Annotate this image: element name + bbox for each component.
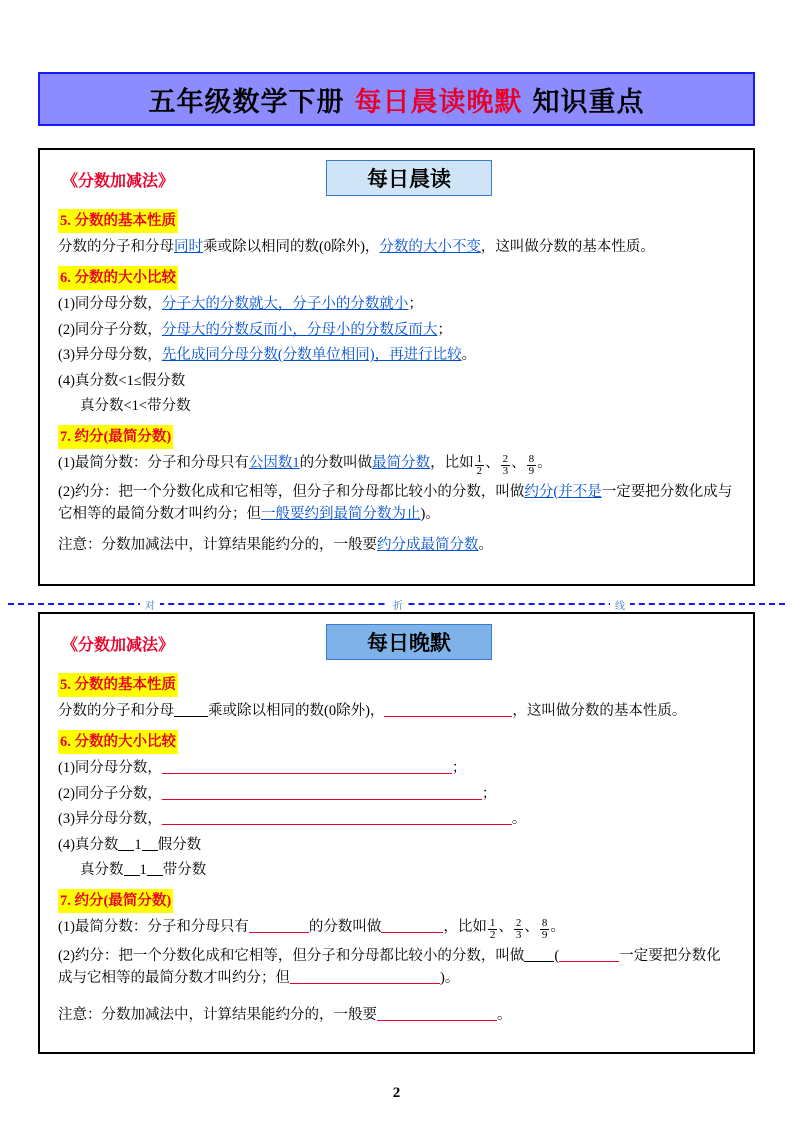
evening-blank-7-2-3[interactable] bbox=[290, 969, 440, 984]
morning-para-6-2 bbox=[58, 319, 735, 341]
evening-para-7-1-f: 。 bbox=[550, 919, 565, 936]
morning-para-7-3-c: 。 bbox=[478, 536, 493, 553]
evening-blank-6-2[interactable] bbox=[162, 785, 482, 800]
evening-para-7-1-a: (1)最简分数：分子和分母只有 bbox=[58, 919, 249, 936]
morning-para-7-3-a: 注意：分数加减法中，计算结果能约分的，一般要 bbox=[58, 536, 377, 553]
evening-fraction-1: $\frac{1}{2}$ bbox=[489, 916, 496, 942]
evening-blank-6-5-2[interactable] bbox=[147, 861, 163, 876]
morning-para-5 bbox=[58, 236, 735, 258]
morning-para-6-2-c: ； bbox=[437, 321, 452, 338]
title-part-subject: 知识重点 bbox=[532, 86, 645, 117]
morning-para-6-5: 真分数<1<带分数 bbox=[80, 398, 191, 415]
morning-para-7-2-e: 一定要把分数化成与它相等的最简分数才叫约分；但 bbox=[58, 483, 733, 523]
morning-para-6-1-c: ； bbox=[408, 296, 423, 313]
morning-para-7-2-a: (2)约分：把一个分数化成和它相等，但分子和分母都比较小的分数，叫做 bbox=[58, 483, 525, 500]
evening-blank-7-1-1[interactable] bbox=[249, 918, 309, 933]
morning-fraction-3: $\frac{8}{9}$ bbox=[528, 452, 535, 478]
morning-body bbox=[54, 205, 739, 556]
morning-heading-7 bbox=[58, 421, 735, 449]
morning-para-7-1 bbox=[58, 452, 735, 478]
evening-para-7-2-d: )。 bbox=[440, 970, 460, 987]
morning-para-7-1-h: 。 bbox=[537, 455, 552, 472]
evening-topic-title: 《分数加减法》 bbox=[62, 637, 175, 654]
morning-para-6-1-a: (1)同分母分数， bbox=[58, 296, 162, 313]
evening-body bbox=[54, 669, 739, 1026]
morning-heading-6-text: 6. 分数的大小比较 bbox=[58, 266, 178, 290]
fold-word-1: 对 bbox=[140, 597, 160, 612]
evening-para-7-1-e: 、 bbox=[524, 919, 539, 936]
morning-para-7-2 bbox=[58, 481, 735, 526]
evening-blank-6-4-1[interactable] bbox=[118, 836, 134, 851]
evening-para-6-5-a: 真分数 bbox=[80, 862, 124, 879]
evening-para-6-3-a: (3)异分母分数， bbox=[58, 811, 162, 828]
morning-para-7-1-e: ，比如 bbox=[430, 455, 474, 472]
morning-para-7-2-b: 约分 bbox=[524, 483, 554, 500]
morning-para-5-a: 分数的分子和分母 bbox=[58, 239, 174, 256]
morning-para-7-1-c: 的分数叫做 bbox=[299, 455, 373, 472]
evening-heading-6-text: 6. 分数的大小比较 bbox=[58, 730, 178, 754]
evening-para-6-2-end: ； bbox=[481, 785, 497, 802]
morning-para-7-2-g: )。 bbox=[420, 506, 440, 523]
morning-para-6-1-b: 分子大的分数就大，分子小的分数就小 bbox=[161, 296, 409, 313]
fold-line bbox=[0, 597, 793, 611]
morning-heading-5 bbox=[58, 205, 735, 233]
evening-para-6-2-a: (2)同分子分数， bbox=[58, 785, 162, 802]
evening-para-5 bbox=[58, 700, 735, 722]
title-part-grade: 五年级数学下册 bbox=[148, 86, 345, 117]
page-title-banner bbox=[38, 72, 755, 126]
evening-heading-5 bbox=[58, 669, 735, 697]
morning-para-7-1-g: 、 bbox=[511, 455, 526, 472]
evening-para-6-3 bbox=[58, 808, 735, 830]
evening-heading-7 bbox=[58, 885, 735, 913]
fold-word-2: 折 bbox=[388, 597, 408, 612]
evening-section-header bbox=[54, 624, 739, 666]
morning-para-7-1-b: 公因数1 bbox=[248, 455, 300, 472]
evening-para-6-4-c: 假分数 bbox=[157, 836, 202, 853]
evening-heading-6 bbox=[58, 726, 735, 754]
morning-para-7-1-f: 、 bbox=[485, 455, 500, 472]
evening-para-5-a: 分数的分子和分母 bbox=[58, 703, 174, 720]
evening-para-7-3-a: 注意：分数加减法中，计算结果能约分的，一般要 bbox=[58, 1006, 377, 1023]
morning-heading-7-text: 7. 约分(最简分数) bbox=[58, 425, 173, 449]
morning-para-6-3-c: 。 bbox=[461, 347, 477, 364]
evening-para-7-1-c: ，比如 bbox=[443, 919, 487, 936]
morning-para-7-1-d: 最简分数 bbox=[372, 455, 431, 472]
evening-blank-6-5-1[interactable] bbox=[124, 861, 140, 876]
evening-blank-6-4-2[interactable] bbox=[142, 836, 158, 851]
evening-para-7-1 bbox=[58, 916, 735, 942]
evening-para-6-4-b: 1 bbox=[134, 836, 142, 853]
morning-para-5-c: 乘或除以相同的数(0除外)， bbox=[203, 239, 380, 256]
evening-para-5-c: ，这叫做分数的基本性质。 bbox=[512, 703, 687, 720]
morning-heading-6 bbox=[58, 262, 735, 290]
evening-para-7-2-b: ( bbox=[554, 947, 560, 964]
evening-blank-5-2[interactable] bbox=[384, 702, 512, 717]
evening-para-6-3-end: 。 bbox=[511, 811, 527, 828]
morning-para-6-1 bbox=[58, 293, 735, 315]
evening-para-6-1-end: ； bbox=[451, 760, 467, 777]
evening-para-7-3-b: 。 bbox=[497, 1006, 512, 1023]
evening-fraction-2: $\frac{2}{3}$ bbox=[515, 916, 522, 942]
evening-dictation-section bbox=[38, 612, 755, 1054]
evening-para-6-4-a: (4)真分数 bbox=[58, 836, 119, 853]
morning-para-6-3-a: (3)异分母分数， bbox=[58, 347, 162, 364]
morning-para-6-3 bbox=[58, 344, 735, 366]
page-number: 2 bbox=[392, 1085, 401, 1101]
evening-heading-7-text: 7. 约分(最简分数) bbox=[58, 889, 173, 913]
morning-para-7-1-a: (1)最简分数：分子和分母只有 bbox=[58, 455, 249, 472]
evening-label-badge: 每日晚默 bbox=[326, 624, 492, 660]
evening-para-7-2 bbox=[58, 945, 735, 990]
evening-para-7-3 bbox=[58, 1004, 735, 1026]
evening-blank-7-3[interactable] bbox=[377, 1006, 497, 1021]
morning-para-6-2-a: (2)同分子分数， bbox=[58, 321, 162, 338]
fold-word-3: 线 bbox=[610, 597, 630, 612]
morning-reading-section bbox=[38, 148, 755, 586]
morning-para-5-d: 分数的大小不变 bbox=[379, 239, 481, 256]
evening-para-6-2 bbox=[58, 783, 735, 805]
morning-para-7-3-b: 约分成最简分数 bbox=[377, 536, 479, 553]
evening-para-6-5-c: 带分数 bbox=[162, 862, 207, 879]
evening-para-6-1-a: (1)同分母分数， bbox=[58, 760, 162, 777]
morning-fraction-2: $\frac{2}{3}$ bbox=[502, 452, 509, 478]
evening-blank-7-2-1[interactable] bbox=[524, 947, 554, 962]
morning-para-7-2-f: 一般要约到最简分数为止 bbox=[261, 506, 421, 523]
evening-para-6-5 bbox=[58, 859, 735, 881]
morning-para-6-2-b: 分母大的分数反而小，分母小的分数反而大 bbox=[161, 321, 438, 338]
evening-para-6-5-b: 1 bbox=[139, 862, 147, 879]
evening-para-6-1 bbox=[58, 757, 735, 779]
morning-para-6-3-b: 先化成同分母分数(分数单位相同)，再进行比较 bbox=[161, 347, 462, 364]
evening-blank-7-1-2[interactable] bbox=[381, 918, 443, 933]
morning-para-5-b: 同时 bbox=[174, 239, 203, 256]
morning-fraction-1: $\frac{1}{2}$ bbox=[476, 452, 483, 478]
evening-para-7-2-c: 一定要把分数化成与它相等的最简分数才叫约分；但 bbox=[58, 947, 721, 987]
evening-para-6-4 bbox=[58, 834, 735, 856]
evening-blank-6-1[interactable] bbox=[162, 759, 452, 774]
morning-topic-title: 《分数加减法》 bbox=[62, 173, 175, 190]
evening-blank-7-2-2[interactable] bbox=[559, 947, 619, 962]
evening-para-7-1-b: 的分数叫做 bbox=[308, 919, 382, 936]
evening-blank-6-3[interactable] bbox=[162, 810, 512, 825]
evening-para-7-1-d: 、 bbox=[498, 919, 513, 936]
evening-fraction-3: $\frac{8}{9}$ bbox=[541, 916, 548, 942]
evening-heading-5-text: 5. 分数的基本性质 bbox=[58, 673, 178, 697]
evening-para-5-b: 乘或除以相同的数(0除外)， bbox=[208, 703, 385, 720]
evening-blank-5-1[interactable] bbox=[174, 702, 208, 717]
morning-para-7-2-d: 并不是 bbox=[558, 483, 602, 500]
title-part-highlight: 每日晨读晚默 bbox=[354, 86, 523, 117]
morning-para-6-4: (4)真分数<1≤假分数 bbox=[58, 372, 186, 389]
evening-para-7-2-a: (2)约分：把一个分数化成和它相等，但分子和分母都比较小的分数，叫做 bbox=[58, 947, 525, 964]
morning-para-7-3 bbox=[58, 534, 735, 556]
morning-label-badge: 每日晨读 bbox=[326, 160, 492, 196]
morning-section-header bbox=[54, 160, 739, 202]
morning-heading-5-text: 5. 分数的基本性质 bbox=[58, 209, 178, 233]
morning-para-7-2-c: ( bbox=[553, 483, 559, 500]
morning-para-5-e: ，这叫做分数的基本性质。 bbox=[480, 239, 655, 256]
